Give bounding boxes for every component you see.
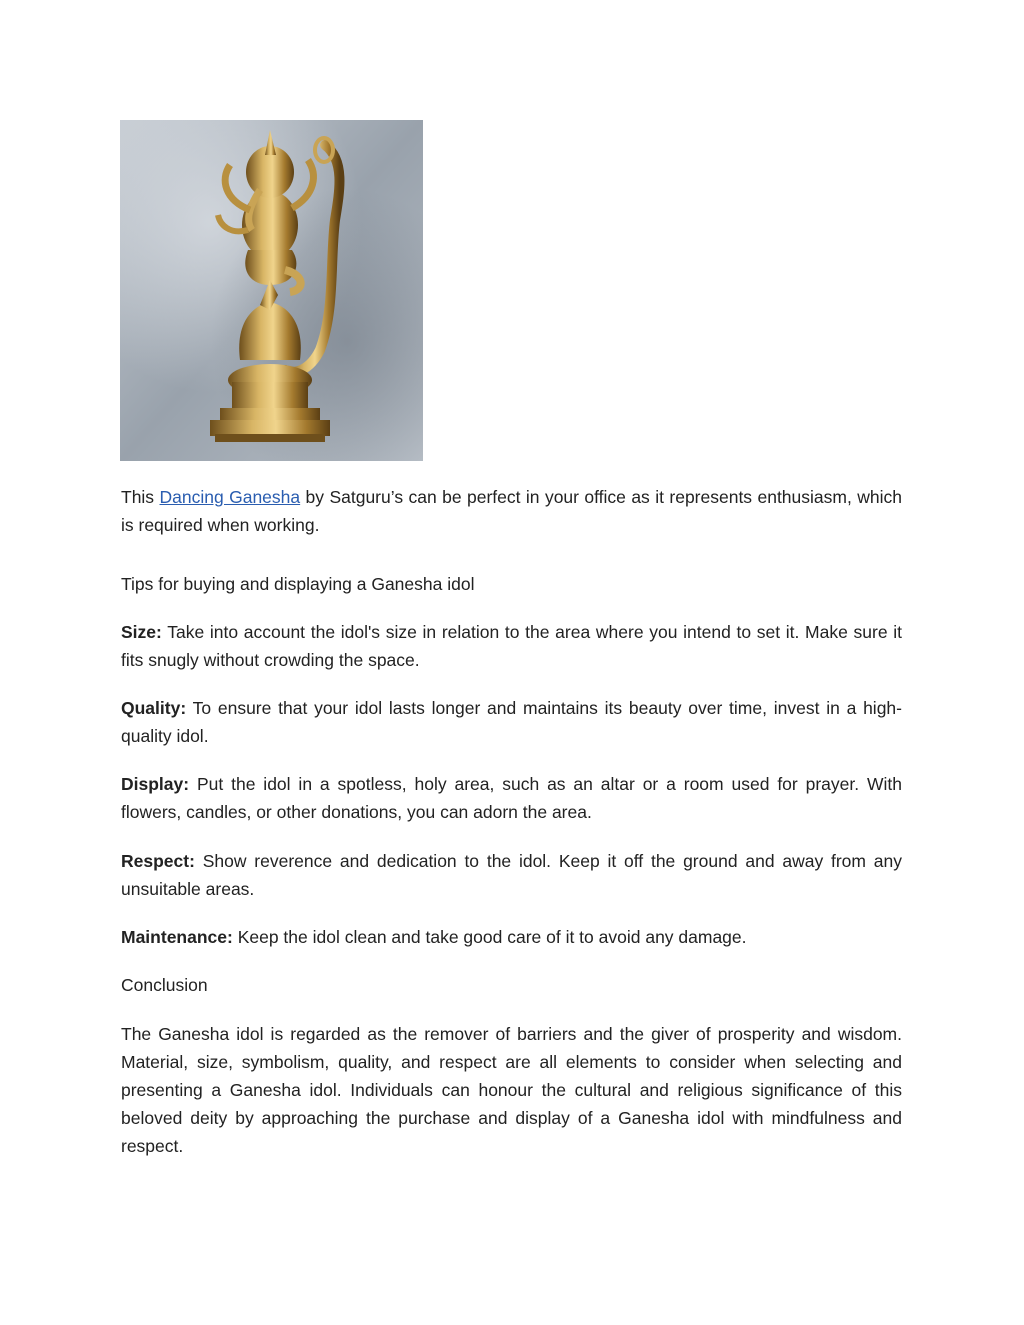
tip-display-paragraph bbox=[121, 770, 902, 826]
tip-respect-text: Show reverence and dedication to the idol. Keep it off the ground and away from any unsuitable areas. bbox=[121, 851, 902, 899]
tip-quality-label: Quality: bbox=[121, 698, 187, 718]
tip-display-label: Display: bbox=[121, 774, 190, 794]
tip-maintenance-label: Maintenance: bbox=[121, 927, 233, 947]
tip-respect-label: Respect: bbox=[121, 851, 195, 871]
dancing-ganesha-link[interactable]: Dancing Ganesha bbox=[159, 487, 301, 507]
dancing-ganesha-image bbox=[120, 120, 423, 461]
tip-respect-paragraph bbox=[121, 847, 902, 903]
tip-size-label: Size: bbox=[121, 622, 162, 642]
intro-prefix: This bbox=[121, 487, 160, 507]
tip-maintenance-paragraph bbox=[121, 923, 902, 951]
tip-display-text: Put the idol in a spotless, holy area, such as an altar or a room used for prayer. With flowers, candles, or other donations, you can adorn the area. bbox=[121, 774, 902, 822]
tip-size-paragraph bbox=[121, 618, 902, 674]
tip-quality-paragraph bbox=[121, 694, 902, 750]
tips-heading: Tips for buying and displaying a Ganesha idol bbox=[121, 574, 475, 594]
intro-suffix: by Satguru’s can be perfect in your office as it represents enthusiasm, which is required when working. bbox=[121, 487, 902, 535]
tip-size-text: Take into account the idol's size in relation to the area where you intend to set it. Make sure it fits snugly without crowding the space. bbox=[121, 622, 902, 670]
tip-maintenance-text: Keep the idol clean and take good care of it to avoid any damage. bbox=[232, 927, 747, 947]
intro-paragraph bbox=[121, 483, 902, 539]
conclusion-heading: Conclusion bbox=[121, 975, 208, 995]
tip-quality-text: To ensure that your idol lasts longer and maintains its beauty over time, invest in a high-quality idol. bbox=[121, 698, 902, 746]
conclusion-paragraph: The Ganesha idol is regarded as the remover of barriers and the giver of prosperity and wisdom. Material, size, symbolism, quality, and respect are all elements to consider when selecting and presenting a Ganesha idol. Individuals can honour the cultural and religious significance of this beloved deity by approaching the purchase and display of a Ganesha idol with mindfulness and respect. bbox=[121, 1024, 902, 1156]
